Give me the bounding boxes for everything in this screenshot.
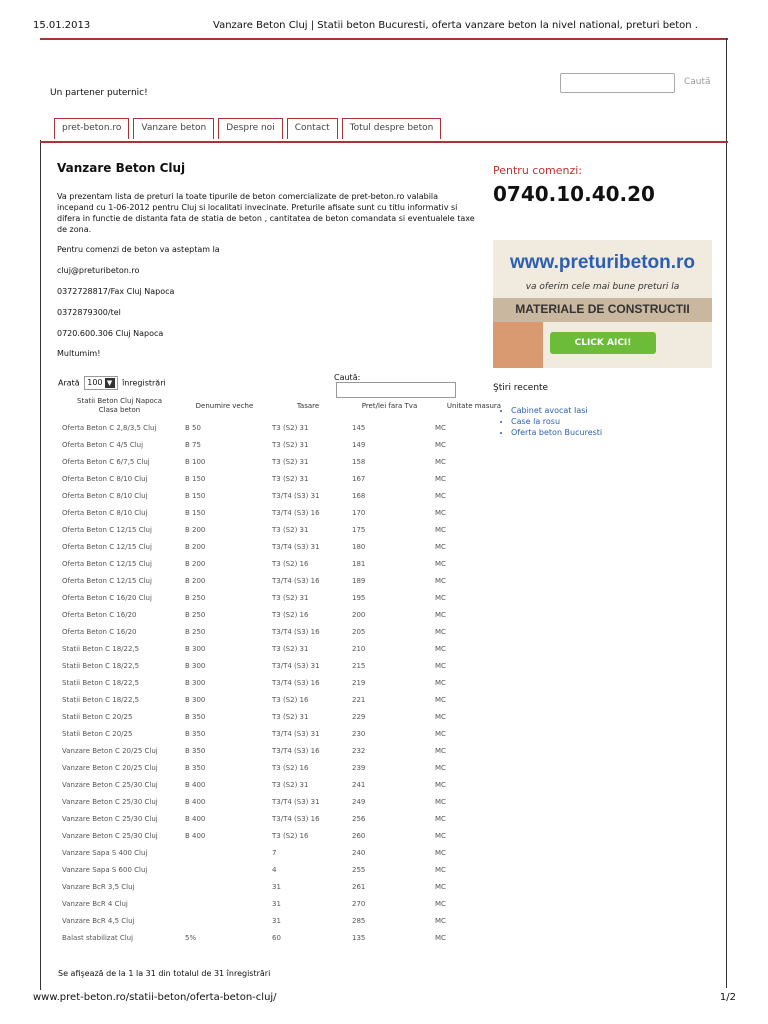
intro-text: Va prezentam lista de preturi la toate tipurile de beton comercializate de pret-beton.ro valabila incepand cu 1-06-2012 pentru Cluj si localitati invecinate. Preturile afisate sunt cu titlu informativ si difera in functie de distanta fata de statia de beton , cantitatea de beton comandata si eventualele taxe de zona. (57, 192, 475, 234)
cell-pret: 181 (352, 559, 366, 568)
cell-tasare: T3 (S2) 31 (272, 712, 309, 721)
cell-denumire: B 400 (185, 831, 206, 840)
table-row (58, 453, 517, 470)
cell-clasa: Oferta Beton C 8/10 Cluj (62, 491, 148, 500)
cell-unitate: MC (435, 763, 446, 772)
cell-pret: 189 (352, 576, 366, 585)
cell-denumire: B 200 (185, 559, 206, 568)
cell-denumire: B 50 (185, 423, 201, 432)
cell-tasare: T3/T4 (S3) 31 (272, 491, 320, 500)
cell-unitate: MC (435, 780, 446, 789)
table-search-input[interactable] (336, 382, 456, 398)
cell-clasa: Oferta Beton C 2,8/3,5 Cluj (62, 423, 157, 432)
cell-unitate: MC (435, 440, 446, 449)
cell-unitate: MC (435, 746, 446, 755)
table-row (58, 878, 517, 895)
cell-denumire: B 350 (185, 763, 206, 772)
cell-clasa: Oferta Beton C 4/5 Cluj (62, 440, 144, 449)
cell-unitate: MC (435, 814, 446, 823)
cell-clasa: Oferta Beton C 6/7,5 Cluj (62, 457, 150, 466)
nav-tab-home[interactable]: pret-beton.ro (54, 118, 129, 139)
table-row (58, 419, 517, 436)
cell-tasare: T3 (S2) 16 (272, 831, 309, 840)
cell-tasare: T3/T4 (S3) 16 (272, 746, 320, 755)
nav-tab-despre-noi[interactable]: Despre noi (218, 118, 282, 139)
cell-tasare: T3 (S2) 31 (272, 525, 309, 534)
cell-pret: 200 (352, 610, 366, 619)
table-row (58, 810, 517, 827)
cell-pret: 261 (352, 882, 366, 891)
show-label: Arată (58, 378, 80, 388)
cell-unitate: MC (435, 457, 446, 466)
cell-pret: 175 (352, 525, 366, 534)
cell-pret: 135 (352, 933, 366, 942)
cell-tasare: T3 (S2) 16 (272, 695, 309, 704)
contact-mobile: 0720.600.306 Cluj Napoca (57, 328, 164, 338)
page-title: Vanzare Beton Cluj (57, 161, 186, 175)
chevron-down-icon: ▼ (105, 378, 115, 388)
ad-url: www.preturibeton.ro (509, 252, 696, 273)
cell-pret: 249 (352, 797, 366, 806)
cell-clasa: Vanzare Sapa S 400 Cluj (62, 848, 148, 857)
cell-pret: 170 (352, 508, 366, 517)
col-header-clasa-l2: Clasa beton (98, 406, 141, 415)
cell-clasa: Oferta Beton C 12/15 Cluj (62, 525, 152, 534)
cell-unitate: MC (435, 712, 446, 721)
table-row (58, 861, 517, 878)
nav-tab-contact[interactable]: Contact (287, 118, 338, 139)
list-item (511, 427, 602, 438)
ad-materials: MATERIALE DE CONSTRUCTII (515, 302, 690, 316)
cell-tasare: T3/T4 (S3) 16 (272, 814, 320, 823)
cell-tasare: T3 (S2) 31 (272, 593, 309, 602)
cell-denumire: B 300 (185, 644, 206, 653)
header-top-border (40, 38, 728, 40)
cell-denumire: B 350 (185, 729, 206, 738)
records-label: înregistrări (122, 378, 166, 388)
price-table (58, 397, 517, 946)
cell-unitate: MC (435, 576, 446, 585)
cell-clasa: Oferta Beton C 8/10 Cluj (62, 474, 148, 483)
cell-pret: 221 (352, 695, 366, 704)
cell-pret: 232 (352, 746, 366, 755)
cell-tasare: T3 (S2) 31 (272, 780, 309, 789)
cell-denumire (181, 912, 268, 929)
cell-unitate: MC (435, 559, 446, 568)
list-item (511, 405, 602, 416)
table-row (58, 606, 517, 623)
ad-cta-button[interactable]: CLICK AICI! (550, 332, 656, 354)
cell-unitate: MC (435, 644, 446, 653)
cell-denumire: B 150 (185, 508, 206, 517)
print-date: 15.01.2013 (33, 20, 91, 31)
table-search-label: Caută: (334, 373, 361, 382)
cell-pret: 256 (352, 814, 366, 823)
nav-tab-totul-despre-beton[interactable]: Totul despre beton (342, 118, 442, 139)
cell-pret: 219 (352, 678, 366, 687)
table-row (58, 708, 517, 725)
cell-tasare: 31 (272, 916, 281, 925)
table-row (58, 640, 517, 657)
cell-tasare: T3/T4 (S3) 31 (272, 542, 320, 551)
cell-clasa: Vanzare BcR 4,5 Cluj (62, 916, 135, 925)
cell-tasare: T3/T4 (S3) 16 (272, 576, 320, 585)
cell-clasa: Oferta Beton C 16/20 Cluj (62, 593, 152, 602)
cell-denumire: B 300 (185, 678, 206, 687)
cell-clasa: Vanzare Beton C 25/30 Cluj (62, 814, 158, 823)
cell-tasare: T3 (S2) 16 (272, 559, 309, 568)
contact-email: cluj@preturibeton.ro (57, 266, 140, 276)
table-body (58, 419, 517, 946)
cell-denumire: B 400 (185, 780, 206, 789)
cell-denumire: B 200 (185, 542, 206, 551)
cell-clasa: Statii Beton C 18/22,5 (62, 678, 140, 687)
cell-denumire: B 300 (185, 661, 206, 670)
cell-unitate: MC (435, 542, 446, 551)
cell-pret: 195 (352, 593, 366, 602)
cell-clasa: Oferta Beton C 12/15 Cluj (62, 576, 152, 585)
cell-unitate: MC (435, 831, 446, 840)
table-row (58, 555, 517, 572)
table-row (58, 742, 517, 759)
cell-clasa: Statii Beton C 18/22,5 (62, 644, 140, 653)
cell-clasa: Statii Beton C 20/25 (62, 712, 133, 721)
table-row (58, 759, 517, 776)
page-right-border (726, 38, 727, 988)
table-row (58, 521, 517, 538)
cell-tasare: T3/T4 (S3) 31 (272, 661, 320, 670)
main-content (57, 160, 477, 370)
cell-clasa: Statii Beton C 18/22,5 (62, 695, 140, 704)
cell-unitate: MC (435, 508, 446, 517)
cell-unitate: MC (435, 474, 446, 483)
page-left-border (40, 140, 41, 990)
cell-unitate: MC (435, 933, 446, 942)
orders-phone: 0740.10.40.20 (493, 182, 655, 206)
table-row (58, 589, 517, 606)
cell-denumire: B 250 (185, 610, 206, 619)
orders-label: Pentru comenzi: (493, 164, 583, 177)
news-link[interactable]: Cabinet avocat Iasi (511, 406, 588, 415)
news-link[interactable]: Oferta beton Bucuresti (511, 428, 603, 437)
site-tagline: Un partener puternic! (50, 88, 148, 98)
cell-unitate: MC (435, 729, 446, 738)
cell-denumire (181, 895, 268, 912)
contact-intro: Pentru comenzi de beton va asteptam la (57, 245, 220, 255)
print-page-title: Vanzare Beton Cluj | Statii beton Bucuresti, oferta vanzare beton la nivel national, preturi beton . (213, 20, 698, 31)
cell-tasare: T3/T4 (S3) 31 (272, 729, 320, 738)
cell-pret: 229 (352, 712, 366, 721)
cell-clasa: Oferta Beton C 8/10 Cluj (62, 508, 148, 517)
table-row (58, 776, 517, 793)
cell-tasare: T3 (S2) 31 (272, 474, 309, 483)
cell-unitate: MC (435, 593, 446, 602)
cell-tasare: T3/T4 (S3) 16 (272, 678, 320, 687)
cell-denumire: B 100 (185, 457, 206, 466)
cell-tasare: T3/T4 (S3) 31 (272, 797, 320, 806)
thanks-text: Multumim! (57, 349, 101, 359)
table-row (58, 912, 517, 929)
cell-denumire: B 250 (185, 593, 206, 602)
cell-tasare: T3/T4 (S3) 16 (272, 627, 320, 636)
cell-pret: 255 (352, 865, 366, 874)
cell-pret: 205 (352, 627, 366, 636)
cell-unitate: MC (435, 678, 446, 687)
col-header-unitate[interactable]: Unitate masura (446, 401, 502, 410)
cell-pret: 270 (352, 899, 366, 908)
recent-news-list (499, 405, 602, 438)
cell-pret: 285 (352, 916, 366, 925)
cell-clasa: Oferta Beton C 12/15 Cluj (62, 559, 152, 568)
table-row (58, 895, 517, 912)
table-row (58, 623, 517, 640)
cell-clasa: Vanzare Beton C 25/30 Cluj (62, 831, 158, 840)
col-header-denumire[interactable]: Denumire veche (195, 401, 254, 410)
cell-unitate: MC (435, 899, 446, 908)
table-row (58, 929, 517, 946)
cell-pret: 158 (352, 457, 366, 466)
cell-unitate: MC (435, 525, 446, 534)
cell-tasare: 60 (272, 933, 281, 942)
table-info: Se afişează de la 1 la 31 din totalul de 31 înregistrări (58, 969, 271, 978)
cell-clasa: Vanzare BcR 3,5 Cluj (62, 882, 135, 891)
cell-unitate: MC (435, 627, 446, 636)
cell-denumire: B 200 (185, 525, 206, 534)
table-row (58, 657, 517, 674)
contact-tel: 0372879300/tel (57, 307, 121, 317)
nav-tab-vanzare-beton[interactable]: Vanzare beton (133, 118, 214, 139)
cell-tasare: T3 (S2) 31 (272, 457, 309, 466)
cell-unitate: MC (435, 797, 446, 806)
cell-pret: 180 (352, 542, 366, 551)
cell-denumire: B 350 (185, 746, 206, 755)
table-row (58, 674, 517, 691)
cell-tasare: T3 (S2) 16 (272, 610, 309, 619)
news-link[interactable]: Case la rosu (511, 417, 561, 426)
cell-tasare: 31 (272, 882, 281, 891)
col-header-clasa[interactable] (58, 397, 181, 419)
cell-clasa: Vanzare Beton C 25/30 Cluj (62, 780, 158, 789)
cell-denumire: 5% (185, 933, 197, 942)
cell-denumire: B 400 (185, 814, 206, 823)
cell-pret: 167 (352, 474, 366, 483)
main-nav (54, 118, 445, 139)
table-row (58, 725, 517, 742)
cell-denumire (181, 844, 268, 861)
cell-pret: 210 (352, 644, 366, 653)
cell-unitate: MC (435, 423, 446, 432)
brick-image (493, 322, 543, 368)
table-row (58, 572, 517, 589)
cell-clasa: Vanzare Sapa S 600 Cluj (62, 865, 148, 874)
col-header-tasare[interactable]: Tasare (296, 401, 320, 410)
cell-unitate: MC (435, 916, 446, 925)
cell-denumire: B 300 (185, 695, 206, 704)
cell-pret: 239 (352, 763, 366, 772)
table-length-control (58, 376, 166, 390)
cell-pret: 149 (352, 440, 366, 449)
ad-subtitle: va oferim cele mai bune preturi la (525, 282, 680, 292)
table-header-row (58, 397, 517, 419)
cell-denumire (181, 878, 268, 895)
table-row (58, 691, 517, 708)
cell-clasa: Vanzare Beton C 20/25 Cluj (62, 746, 158, 755)
cell-tasare: T3 (S2) 31 (272, 423, 309, 432)
cell-denumire: B 400 (185, 797, 206, 806)
cell-clasa: Vanzare Beton C 20/25 Cluj (62, 763, 158, 772)
table-row (58, 436, 517, 453)
site-search-input[interactable] (560, 73, 675, 93)
cell-denumire: B 250 (185, 627, 206, 636)
cell-clasa: Oferta Beton C 16/20 (62, 627, 137, 636)
page-length-value: 100 (87, 378, 103, 387)
cell-unitate: MC (435, 491, 446, 500)
cell-denumire: B 75 (185, 440, 201, 449)
cell-unitate: MC (435, 610, 446, 619)
cell-tasare: T3 (S2) 31 (272, 440, 309, 449)
cell-clasa: Oferta Beton C 12/15 Cluj (62, 542, 152, 551)
table-row (58, 487, 517, 504)
print-url: www.pret-beton.ro/statii-beton/oferta-beton-cluj/ (33, 992, 277, 1003)
cell-unitate: MC (435, 882, 446, 891)
contact-fax: 0372728817/Fax Cluj Napoca (57, 286, 175, 296)
col-header-pret[interactable]: Pret/lei fara Tva (361, 401, 418, 410)
cell-unitate: MC (435, 661, 446, 670)
cell-tasare: T3 (S2) 31 (272, 644, 309, 653)
cell-unitate: MC (435, 865, 446, 874)
table-row (58, 504, 517, 521)
cell-tasare: T3/T4 (S3) 16 (272, 508, 320, 517)
cell-tasare: 4 (272, 865, 277, 874)
cell-unitate: MC (435, 695, 446, 704)
cell-pret: 241 (352, 780, 366, 789)
site-search-button[interactable]: Caută (684, 77, 711, 87)
cell-pret: 215 (352, 661, 366, 670)
col-header-clasa-l1: Statii Beton Cluj Napoca (77, 397, 162, 405)
cell-pret: 240 (352, 848, 366, 857)
cell-unitate: MC (435, 848, 446, 857)
cell-denumire: B 200 (185, 576, 206, 585)
cell-clasa: Vanzare BcR 4 Cluj (62, 899, 128, 908)
cell-pret: 168 (352, 491, 366, 500)
cell-tasare: 31 (272, 899, 281, 908)
cell-denumire: B 350 (185, 712, 206, 721)
table-row (58, 538, 517, 555)
table-filter (334, 373, 480, 398)
cell-clasa: Statii Beton C 18/22,5 (62, 661, 140, 670)
cell-tasare: T3 (S2) 16 (272, 763, 309, 772)
table-row (58, 793, 517, 810)
cell-pret: 230 (352, 729, 366, 738)
table-row (58, 470, 517, 487)
nav-bottom-border (40, 141, 728, 143)
cell-pret: 260 (352, 831, 366, 840)
page-length-select[interactable] (84, 376, 117, 390)
cell-clasa: Balast stabilizat Cluj (62, 933, 134, 942)
cell-denumire (181, 861, 268, 878)
cell-clasa: Statii Beton C 20/25 (62, 729, 133, 738)
cell-denumire: B 150 (185, 491, 206, 500)
table-row (58, 827, 517, 844)
cell-clasa: Oferta Beton C 16/20 (62, 610, 137, 619)
print-page-number: 1/2 (719, 992, 736, 1003)
recent-news-title: Ştiri recente (493, 383, 549, 393)
cell-clasa: Vanzare Beton C 25/30 Cluj (62, 797, 158, 806)
ad-banner[interactable] (493, 240, 712, 368)
list-item (511, 416, 602, 427)
cell-denumire: B 150 (185, 474, 206, 483)
cell-tasare: 7 (272, 848, 277, 857)
cell-pret: 145 (352, 423, 366, 432)
table-row (58, 844, 517, 861)
